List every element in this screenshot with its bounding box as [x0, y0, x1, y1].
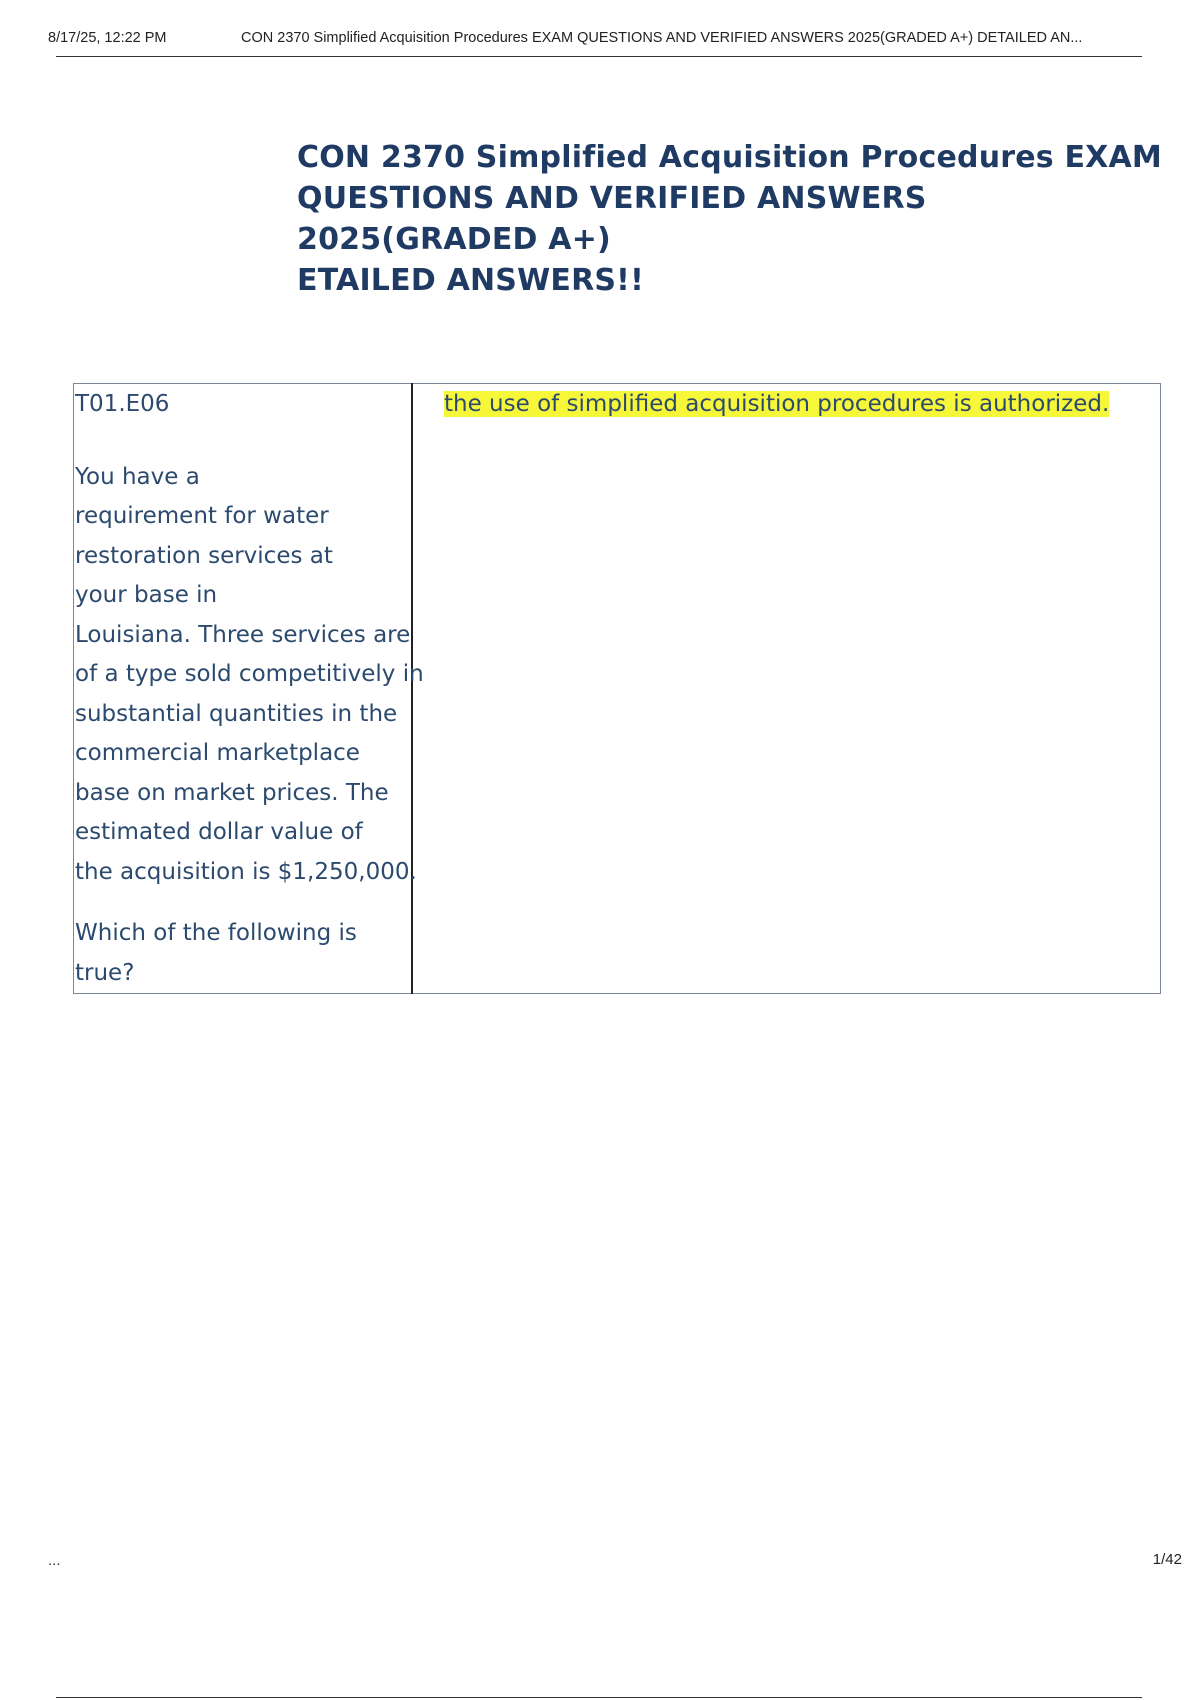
question-id: T01.E06: [75, 391, 170, 417]
document-title: [297, 137, 1167, 301]
question-text: [75, 458, 424, 893]
question-line: Louisiana. Three services are: [75, 621, 411, 648]
question-line: of a type sold competitively in: [75, 661, 424, 687]
qa-table: [73, 383, 1161, 994]
question-line: the acquisition is $1,250,000.: [75, 858, 417, 885]
answer-cell: [412, 384, 1161, 994]
question-cell: [74, 384, 424, 994]
question-line: requirement for water: [75, 503, 329, 529]
question-line: base on market prices. The: [75, 779, 389, 806]
print-date: 8/17/25, 12:22 PM: [48, 30, 167, 46]
footer-ellipsis: ...: [48, 1552, 61, 1569]
footer-divider: [56, 1697, 1142, 1698]
title-line: QUESTIONS AND VERIFIED ANSWERS 2025(GRADED A+): [297, 181, 927, 257]
question-line: estimated dollar value of: [75, 819, 363, 845]
question-line: commercial marketplace: [75, 740, 360, 766]
question-line: your base in: [75, 582, 218, 608]
highlighted-answer: the use of simplified acquisition procedures is authorized.: [444, 391, 1110, 417]
print-doc-title: CON 2370 Simplified Acquisition Procedures EXAM QUESTIONS AND VERIFIED ANSWERS 2025(GRADED A+) DETAILED AN...: [241, 30, 1083, 46]
question-prompt: Which of the following is true?: [75, 920, 357, 986]
question-line: restoration services at: [75, 542, 333, 569]
table-row: [74, 384, 1161, 994]
question-line: You have a: [75, 463, 200, 490]
page-number: 1/42: [1152, 1551, 1182, 1568]
title-line: CON 2370 Simplified Acquisition Procedures EXAM: [297, 140, 1162, 175]
title-line: ETAILED ANSWERS!!: [297, 263, 644, 298]
question-line: substantial quantities in the: [75, 700, 398, 727]
header-divider: [56, 56, 1142, 57]
